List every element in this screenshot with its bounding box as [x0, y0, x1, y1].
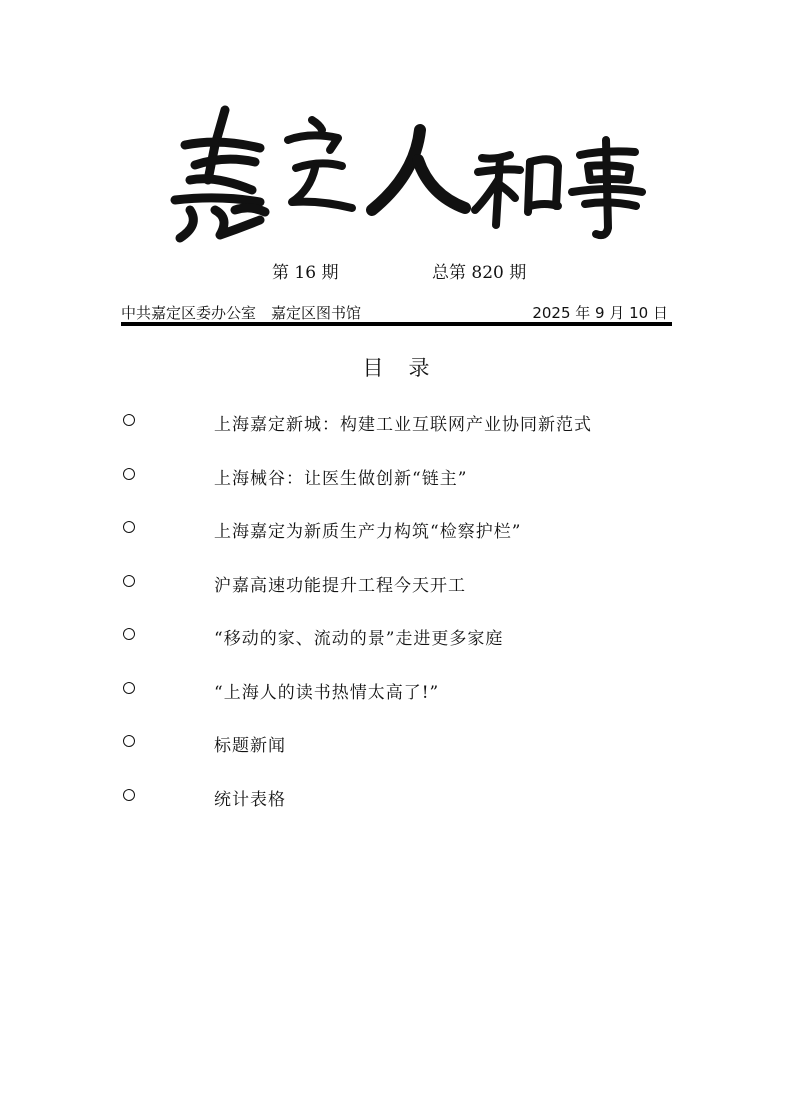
toc-item[interactable] [121, 676, 681, 730]
toc-item[interactable] [121, 515, 681, 569]
calligraphy-char-he [475, 155, 558, 225]
issue-line [0, 258, 794, 282]
toc-item-label: 沪嘉高速功能提升工程今天开工 [214, 575, 466, 596]
circle-bullet-icon [123, 735, 135, 747]
publisher-line [121, 302, 672, 324]
calligraphy-char-ding [288, 120, 352, 208]
calligraphy-logo [160, 100, 650, 250]
toc-item[interactable] [121, 729, 681, 783]
toc-item-label: “移动的家、流动的景”走进更多家庭 [214, 629, 504, 649]
toc-title: 目 录 [362, 356, 432, 380]
circle-bullet-icon [123, 575, 135, 587]
toc-item-label: 上海械谷：让医生做创新“链主” [214, 468, 468, 489]
toc-item-label: 上海嘉定新城：构建工业互联网产业协同新范式 [214, 415, 592, 435]
issue-total-number: 总第 820 期 [432, 263, 527, 283]
circle-bullet-icon [123, 414, 135, 426]
calligraphy-char-ren [372, 130, 465, 210]
toc-item[interactable] [121, 462, 681, 516]
circle-bullet-icon [123, 468, 135, 480]
header-divider [121, 322, 672, 326]
table-of-contents [121, 408, 681, 836]
toc-item[interactable] [121, 408, 681, 462]
publisher-organizations: 中共嘉定区委办公室 嘉定区图书馆 [121, 304, 362, 322]
toc-item[interactable] [121, 622, 681, 676]
issue-number: 第 16 期 [272, 263, 339, 283]
toc-item-label: 统计表格 [214, 789, 286, 810]
circle-bullet-icon [123, 521, 135, 533]
circle-bullet-icon [123, 789, 135, 801]
calligraphy-char-jia [175, 110, 265, 238]
calligraphy-char-shi [572, 140, 642, 235]
toc-item-label: 标题新闻 [214, 736, 286, 756]
circle-bullet-icon [123, 682, 135, 694]
toc-item-label: 上海嘉定为新质生产力构筑“检察护栏” [214, 522, 522, 542]
circle-bullet-icon [123, 628, 135, 640]
masthead-calligraphy-title [160, 100, 650, 250]
toc-item-label: “上海人的读书热情太高了!” [214, 682, 440, 703]
toc-item[interactable] [121, 569, 681, 623]
toc-item[interactable] [121, 783, 681, 837]
publish-date: 2025 年 9 月 10 日 [532, 304, 668, 322]
